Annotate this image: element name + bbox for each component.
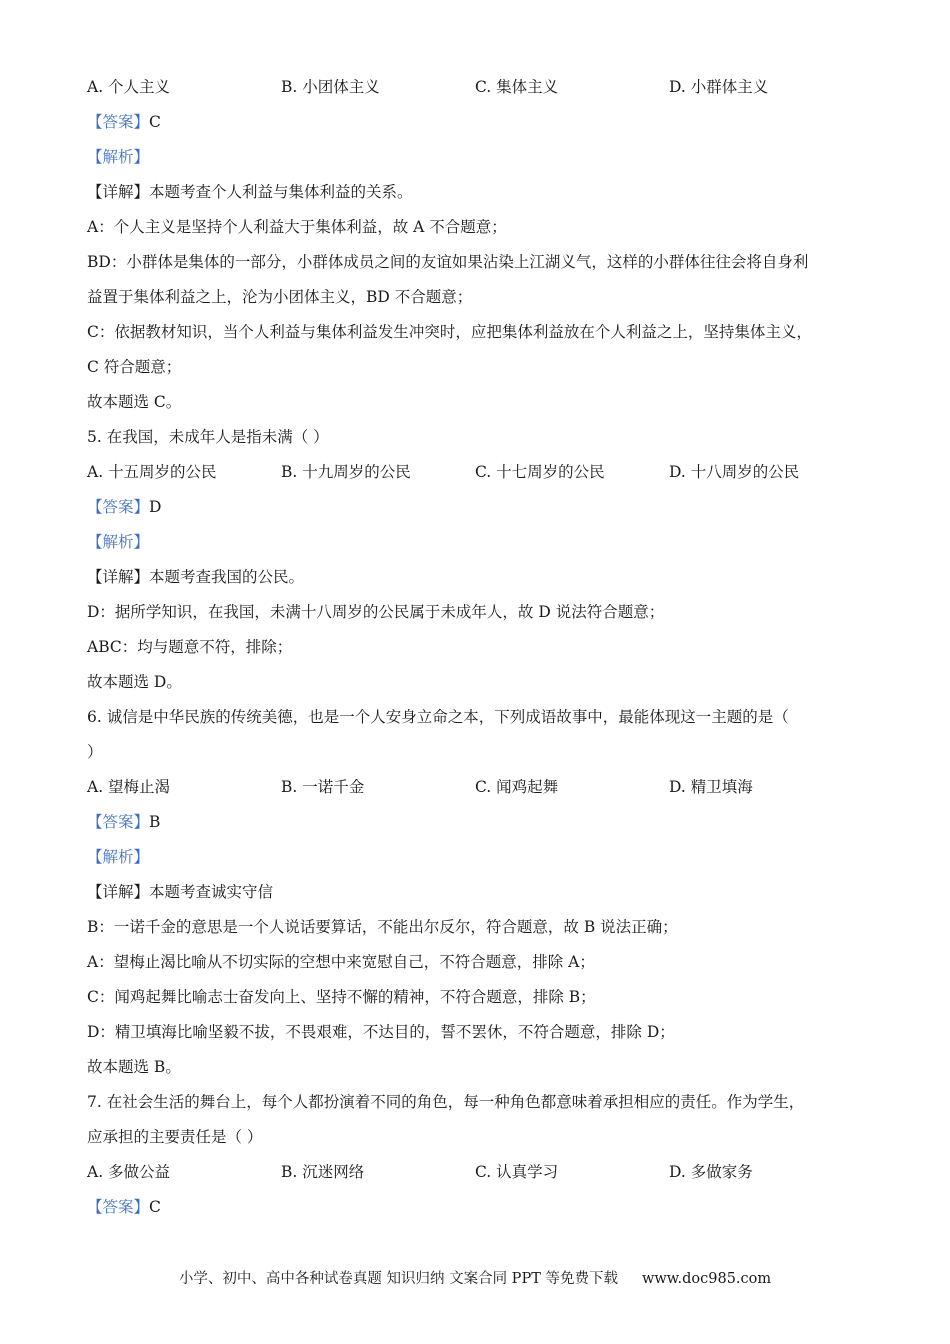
page-footer <box>0 1265 950 1293</box>
q5-conclusion: 故本题选 D。 <box>87 673 182 691</box>
q5-analysis-label <box>87 525 877 560</box>
document-body <box>87 70 877 1225</box>
q4-options <box>87 70 877 105</box>
answer-tag: 【答案】 <box>87 813 150 831</box>
q4-detail: 【详解】本题考查个人利益与集体利益的关系。 <box>87 183 413 201</box>
option-d: D. 多做家务 <box>669 1163 753 1181</box>
option-d: D. 小群体主义 <box>669 78 769 96</box>
q4-option-bd-explain-2: 益置于集体利益之上，沦为小团体主义，BD 不合题意； <box>87 288 473 306</box>
q6-option-b-explain: B：一诺千金的意思是一个人说话要算话，不能出尔反尔，符合题意，故 B 说法正确； <box>87 918 678 936</box>
q5-option-d-explain: D：据所学知识，在我国，未满十八周岁的公民属于未成年人，故 D 说法符合题意； <box>87 603 665 621</box>
option-d: D. 精卫填海 <box>669 778 753 796</box>
q6-answer <box>87 805 877 840</box>
q7-question-1: 7. 在社会生活的舞台上，每个人都扮演着不同的角色，每一种角色都意味着承担相应的责任。作为学生， <box>87 1093 805 1111</box>
option-a: A. 个人主义 <box>87 78 171 96</box>
q6-option-d-explain: D：精卫填海比喻坚毅不拔，不畏艰难，不达目的，誓不罢休，不符合题意，排除 D； <box>87 1023 675 1041</box>
answer-value: C <box>149 113 161 131</box>
option-a: A. 多做公益 <box>87 1163 171 1181</box>
option-b: B. 沉迷网络 <box>281 1163 365 1181</box>
q4-conclusion: 故本题选 C。 <box>87 393 182 411</box>
analysis-tag: 【解析】 <box>87 148 150 166</box>
q5-answer <box>87 490 877 525</box>
option-c: C. 集体主义 <box>475 78 559 96</box>
analysis-tag: 【解析】 <box>87 848 150 866</box>
option-b: B. 一诺千金 <box>281 778 365 796</box>
footer-url[interactable]: www.doc985.com <box>641 1271 772 1287</box>
q6-question-2: ） <box>87 743 103 761</box>
q4-option-a-explain: A：个人主义是坚持个人利益大于集体利益，故 A 不合题意； <box>87 218 507 236</box>
q6-detail: 【详解】本题考查诚实守信 <box>87 883 274 901</box>
option-c: C. 十七周岁的公民 <box>475 463 605 481</box>
q4-answer <box>87 105 877 140</box>
option-c: C. 认真学习 <box>475 1163 559 1181</box>
q6-conclusion: 故本题选 B。 <box>87 1058 181 1076</box>
answer-tag: 【答案】 <box>87 1198 150 1216</box>
footer-text: 小学、初中、高中各种试卷真题 知识归纳 文案合同 PPT 等免费下载 <box>178 1271 618 1287</box>
answer-tag: 【答案】 <box>87 498 150 516</box>
answer-value: D <box>149 498 162 516</box>
q5-option-abc-explain: ABC：均与题意不符，排除； <box>87 638 293 656</box>
q4-analysis-label <box>87 140 877 175</box>
q7-answer <box>87 1190 877 1225</box>
q7-question-2: 应承担的主要责任是（ ） <box>87 1128 263 1146</box>
option-b: B. 小团体主义 <box>281 78 380 96</box>
option-c: C. 闻鸡起舞 <box>475 778 559 796</box>
answer-value: B <box>149 813 161 831</box>
q6-options <box>87 770 877 805</box>
q5-options <box>87 455 877 490</box>
q7-options <box>87 1155 877 1190</box>
answer-value: C <box>149 1198 161 1216</box>
q4-option-bd-explain-1: BD：小群体是集体的一部分，小群体成员之间的友谊如果沾染上江湖义气，这样的小群体往往会将自身利 <box>87 253 809 271</box>
q6-option-a-explain: A：望梅止渴比喻从不切实际的空想中来宽慰自己，不符合题意，排除 A； <box>87 953 595 971</box>
option-b: B. 十九周岁的公民 <box>281 463 411 481</box>
analysis-tag: 【解析】 <box>87 533 150 551</box>
q6-question-1: 6. 诚信是中华民族的传统美德，也是一个人安身立命之本，下列成语故事中，最能体现这一主题的是（ <box>87 708 789 726</box>
q4-option-c-explain-1: C：依据教材知识，当个人利益与集体利益发生冲突时，应把集体利益放在个人利益之上，坚持集体主义， <box>87 323 812 341</box>
q5-detail: 【详解】本题考查我国的公民。 <box>87 568 305 586</box>
q4-option-c-explain-2: C 符合题意； <box>87 358 182 376</box>
q5-question: 5. 在我国，未成年人是指未满（ ） <box>87 428 329 446</box>
option-a: A. 望梅止渴 <box>87 778 171 796</box>
answer-tag: 【答案】 <box>87 113 150 131</box>
option-a: A. 十五周岁的公民 <box>87 463 217 481</box>
option-d: D. 十八周岁的公民 <box>669 463 800 481</box>
q6-analysis-label <box>87 840 877 875</box>
q6-option-c-explain: C：闻鸡起舞比喻志士奋发向上、坚持不懈的精神，不符合题意，排除 B； <box>87 988 596 1006</box>
